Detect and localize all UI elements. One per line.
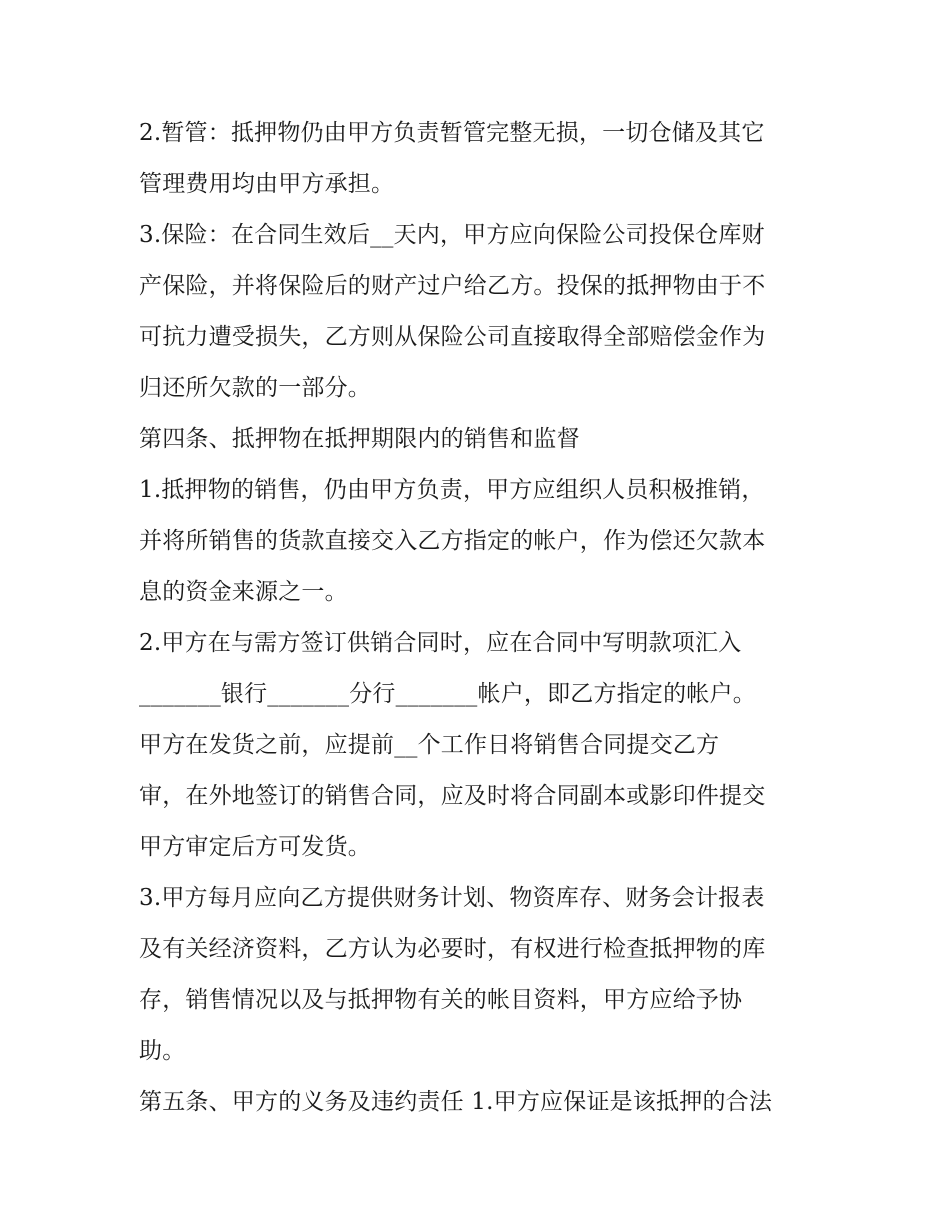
text-line: 存，销售情况以及与抵押物有关的帐目资料，甲方应给予协 [139, 987, 743, 1013]
section-heading: 第四条、抵押物在抵押期限内的销售和监督 [139, 426, 580, 452]
text-line: 并将所销售的货款直接交入乙方指定的帐户，作为偿还欠款本 [139, 528, 766, 554]
text-line: 甲方在发货之前，应提前__个工作日将销售合同提交乙方 [139, 732, 720, 758]
text-line: 息的资金来源之一。 [139, 579, 348, 605]
text-line: 3.甲方每月应向乙方提供财务计划、物资库存、财务会计报表 [139, 885, 765, 911]
text-line: 1.抵押物的销售，仍由甲方负责，甲方应组织人员积极推销， [139, 477, 765, 503]
text-line: 甲方审定后方可发货。 [139, 834, 371, 860]
text-line: _______银行_______分行_______帐户，即乙方指定的帐户。 [139, 681, 756, 707]
text-line: 产保险，并将保险后的财产过户给乙方。投保的抵押物由于不 [139, 273, 766, 299]
text-line: 审，在外地签订的销售合同，应及时将合同副本或影印件提交 [139, 783, 766, 809]
text-line: 管理费用均由甲方承担。 [139, 171, 395, 197]
document-body [139, 108, 819, 1128]
text-line: 助。 [139, 1038, 186, 1064]
text-line: 2.暂管：抵押物仍由甲方负责暂管完整无损，一切仓储及其它 [139, 120, 765, 146]
text-line: 及有关经济资料，乙方认为必要时，有权进行检查抵押物的库 [139, 936, 766, 962]
text-line: 3.保险：在合同生效后__天内，甲方应向保险公司投保仓库财 [139, 222, 765, 248]
text-line: 可抗力遭受损失，乙方则从保险公司直接取得全部赔偿金作为 [139, 324, 766, 350]
section-heading: 第五条、甲方的义务及违约责任 1.甲方应保证是该抵押的合法 [139, 1089, 773, 1115]
text-line: 2.甲方在与需方签订供销合同时，应在合同中写明款项汇入 [139, 630, 742, 656]
text-line: 归还所欠款的一部分。 [139, 375, 371, 401]
